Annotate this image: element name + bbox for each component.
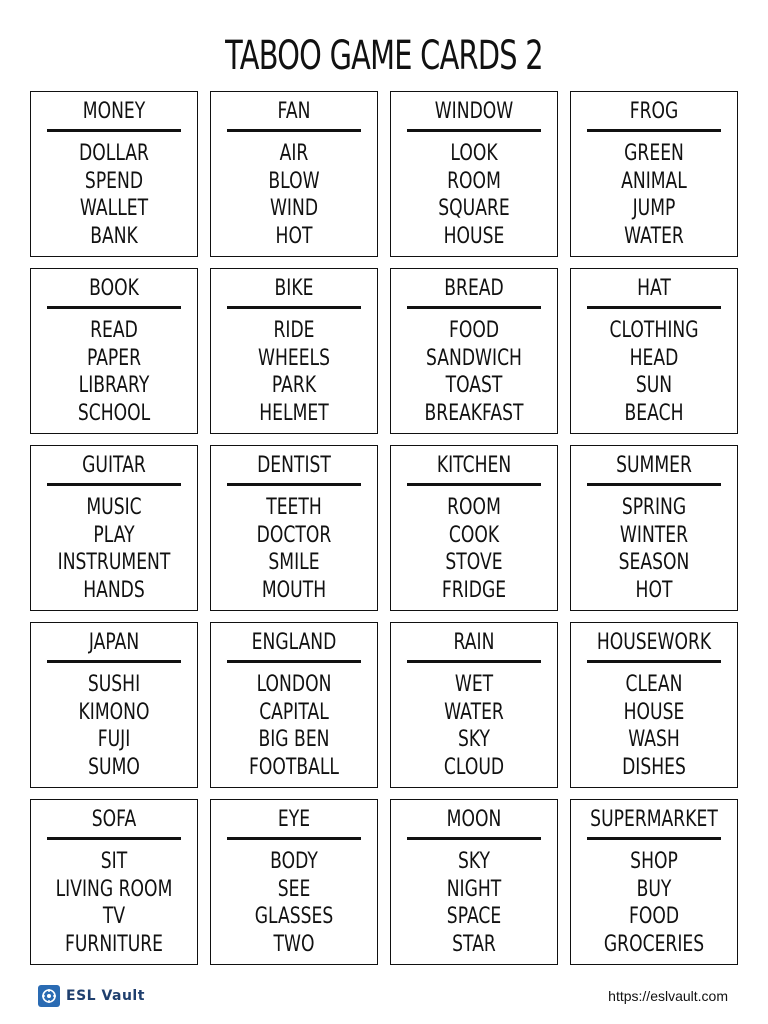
taboo-word: FOOTBALL: [248, 754, 339, 780]
taboo-word: WASH: [628, 727, 680, 752]
taboo-word: NIGHT: [446, 876, 502, 902]
taboo-word: SEASON: [618, 550, 690, 575]
taboo-card: [390, 91, 558, 257]
taboo-card: [390, 445, 558, 611]
taboo-word-list: [391, 671, 557, 781]
taboo-word: WATER: [444, 699, 504, 725]
card-divider: [47, 837, 181, 840]
taboo-word: CLOUD: [443, 754, 505, 780]
taboo-word-list: [391, 494, 557, 604]
card-divider: [587, 129, 721, 132]
taboo-word: SPEND: [84, 168, 144, 194]
card-divider: [227, 129, 361, 132]
taboo-word-list: [31, 848, 197, 958]
taboo-word: TWO: [273, 931, 315, 957]
taboo-word: BLOW: [268, 168, 320, 194]
card-divider: [227, 483, 361, 486]
taboo-word: HOUSE: [623, 699, 685, 725]
taboo-word: SCHOOL: [77, 400, 151, 426]
taboo-word-list: [391, 140, 557, 250]
taboo-word-list: [31, 140, 197, 250]
taboo-word-list: [211, 671, 377, 781]
taboo-word: SPRING: [621, 495, 687, 520]
taboo-word: JUMP: [632, 196, 676, 221]
taboo-word: SMILE: [268, 550, 320, 575]
card-divider: [587, 837, 721, 840]
taboo-word: ROOM: [447, 168, 501, 194]
taboo-word: SUN: [635, 373, 673, 398]
taboo-word-list: [211, 848, 377, 958]
taboo-word: FOOD: [448, 318, 500, 343]
taboo-word: CAPITAL: [259, 699, 329, 725]
taboo-word: BIG BEN: [258, 727, 330, 752]
taboo-card: [210, 91, 378, 257]
card-title: ENGLAND: [251, 630, 337, 655]
taboo-card: [30, 91, 198, 257]
card-title: SOFA: [91, 807, 137, 832]
card-divider: [227, 660, 361, 663]
taboo-word-list: [571, 671, 737, 781]
card-divider: [587, 483, 721, 486]
taboo-word: PAPER: [86, 345, 142, 371]
taboo-word: MUSIC: [86, 495, 142, 520]
taboo-card: [30, 799, 198, 965]
taboo-word: SQUARE: [438, 196, 510, 221]
taboo-word: BODY: [270, 849, 318, 874]
taboo-word: DISHES: [622, 754, 686, 780]
taboo-word: CLEAN: [625, 672, 683, 697]
taboo-word: STOVE: [445, 550, 503, 575]
taboo-word: SPACE: [446, 904, 502, 929]
taboo-word: PARK: [271, 373, 317, 398]
card-title: SUMMER: [616, 453, 692, 478]
card-divider: [407, 483, 541, 486]
taboo-word-list: [211, 317, 377, 427]
taboo-word-list: [31, 671, 197, 781]
taboo-word: LIVING ROOM: [55, 876, 173, 902]
taboo-word: HELMET: [259, 400, 329, 426]
taboo-word: TOAST: [445, 373, 503, 398]
taboo-word: SHOP: [630, 849, 678, 874]
taboo-card: [390, 622, 558, 788]
card-title: BOOK: [89, 276, 139, 301]
taboo-card: [570, 445, 738, 611]
taboo-word-list: [571, 140, 737, 250]
card-title: FROG: [629, 99, 679, 124]
taboo-card: [30, 445, 198, 611]
taboo-word: WALLET: [79, 196, 149, 221]
taboo-card: [570, 799, 738, 965]
taboo-word: GROCERIES: [603, 931, 705, 957]
taboo-word: WET: [454, 672, 494, 697]
taboo-card: [390, 799, 558, 965]
taboo-word: HEAD: [629, 345, 679, 371]
taboo-word: LOOK: [450, 141, 498, 166]
taboo-word: TEETH: [266, 495, 322, 520]
card-title: MOON: [446, 807, 502, 832]
taboo-card: [210, 622, 378, 788]
card-title: RAIN: [453, 630, 495, 655]
card-divider: [47, 660, 181, 663]
card-title: BREAD: [444, 276, 504, 301]
card-divider: [227, 306, 361, 309]
taboo-word-list: [571, 317, 737, 427]
taboo-word: DOLLAR: [79, 141, 149, 166]
card-divider: [47, 129, 181, 132]
taboo-word: FUJI: [97, 727, 131, 752]
card-title: GUITAR: [82, 453, 146, 478]
card-divider: [587, 660, 721, 663]
card-divider: [47, 306, 181, 309]
taboo-word: WATER: [624, 223, 684, 249]
card-grid: [30, 91, 738, 965]
taboo-word: CLOTHING: [609, 318, 699, 343]
card-title: EYE: [277, 807, 311, 832]
taboo-card: [30, 622, 198, 788]
taboo-card: [570, 91, 738, 257]
card-title: JAPAN: [88, 630, 140, 655]
taboo-word: BUY: [636, 876, 672, 902]
taboo-word: PLAY: [93, 522, 135, 548]
taboo-word: SANDWICH: [426, 345, 522, 371]
taboo-word: KIMONO: [78, 699, 150, 725]
card-title: HOUSEWORK: [596, 630, 712, 655]
taboo-word-list: [391, 317, 557, 427]
taboo-card: [390, 268, 558, 434]
taboo-word-list: [571, 494, 737, 604]
taboo-word-list: [31, 317, 197, 427]
taboo-word: COOK: [448, 522, 500, 548]
taboo-word: AIR: [279, 141, 309, 166]
vault-dial-icon: [38, 985, 60, 1007]
taboo-word-list: [31, 494, 197, 604]
card-divider: [407, 660, 541, 663]
card-divider: [47, 483, 181, 486]
taboo-word: TV: [102, 904, 126, 929]
taboo-word: WIND: [269, 196, 319, 221]
taboo-word: SKY: [457, 727, 491, 752]
card-divider: [227, 837, 361, 840]
taboo-word: FRIDGE: [441, 577, 507, 603]
taboo-word: WHEELS: [257, 345, 331, 371]
taboo-word: LIBRARY: [78, 373, 150, 398]
logo-text: ESL Vault: [66, 988, 145, 1004]
card-divider: [407, 306, 541, 309]
taboo-word: BEACH: [624, 400, 684, 426]
taboo-word: STAR: [452, 931, 496, 957]
taboo-word: BREAKFAST: [424, 400, 524, 426]
card-title: SUPERMARKET: [590, 807, 718, 832]
taboo-word: SIT: [100, 849, 128, 874]
taboo-word: READ: [90, 318, 138, 343]
taboo-card: [30, 268, 198, 434]
taboo-word: MOUTH: [261, 577, 327, 603]
taboo-word: WINTER: [619, 522, 689, 548]
taboo-word: SKY: [457, 849, 491, 874]
taboo-word: FURNITURE: [64, 931, 164, 957]
taboo-word: ROOM: [447, 495, 501, 520]
taboo-word: DOCTOR: [256, 522, 332, 548]
taboo-card: [210, 799, 378, 965]
taboo-word: LONDON: [256, 672, 332, 697]
taboo-word: HOT: [635, 577, 673, 603]
card-title: BIKE: [274, 276, 314, 301]
taboo-card: [570, 622, 738, 788]
taboo-word: ANIMAL: [621, 168, 687, 194]
taboo-word: SEE: [277, 876, 311, 902]
taboo-card: [210, 268, 378, 434]
card-title: HAT: [637, 276, 671, 301]
taboo-card: [570, 268, 738, 434]
card-divider: [587, 306, 721, 309]
taboo-word: GLASSES: [254, 904, 334, 929]
card-divider: [407, 837, 541, 840]
card-divider: [407, 129, 541, 132]
taboo-word: HOT: [275, 223, 313, 249]
taboo-word: FOOD: [628, 904, 680, 929]
taboo-word: HOUSE: [443, 223, 505, 249]
card-title: WINDOW: [434, 99, 514, 124]
taboo-word-list: [391, 848, 557, 958]
page-title: TABOO GAME CARDS 2: [225, 33, 543, 79]
taboo-word: RIDE: [273, 318, 315, 343]
footer-logo: [38, 984, 145, 1008]
taboo-word: HANDS: [83, 577, 145, 603]
taboo-word: GREEN: [624, 141, 684, 166]
taboo-word: INSTRUMENT: [57, 550, 171, 575]
card-title: KITCHEN: [436, 453, 512, 478]
taboo-word: SUMO: [88, 754, 140, 780]
taboo-word-list: [571, 848, 737, 958]
taboo-word: SUSHI: [87, 672, 141, 697]
card-title: MONEY: [82, 99, 146, 124]
taboo-word-list: [211, 140, 377, 250]
footer-url[interactable]: https://eslvault.com: [608, 988, 728, 1004]
card-title: DENTIST: [257, 453, 331, 478]
taboo-word: BANK: [90, 223, 138, 249]
taboo-word-list: [211, 494, 377, 604]
taboo-card: [210, 445, 378, 611]
card-title: FAN: [277, 99, 311, 124]
